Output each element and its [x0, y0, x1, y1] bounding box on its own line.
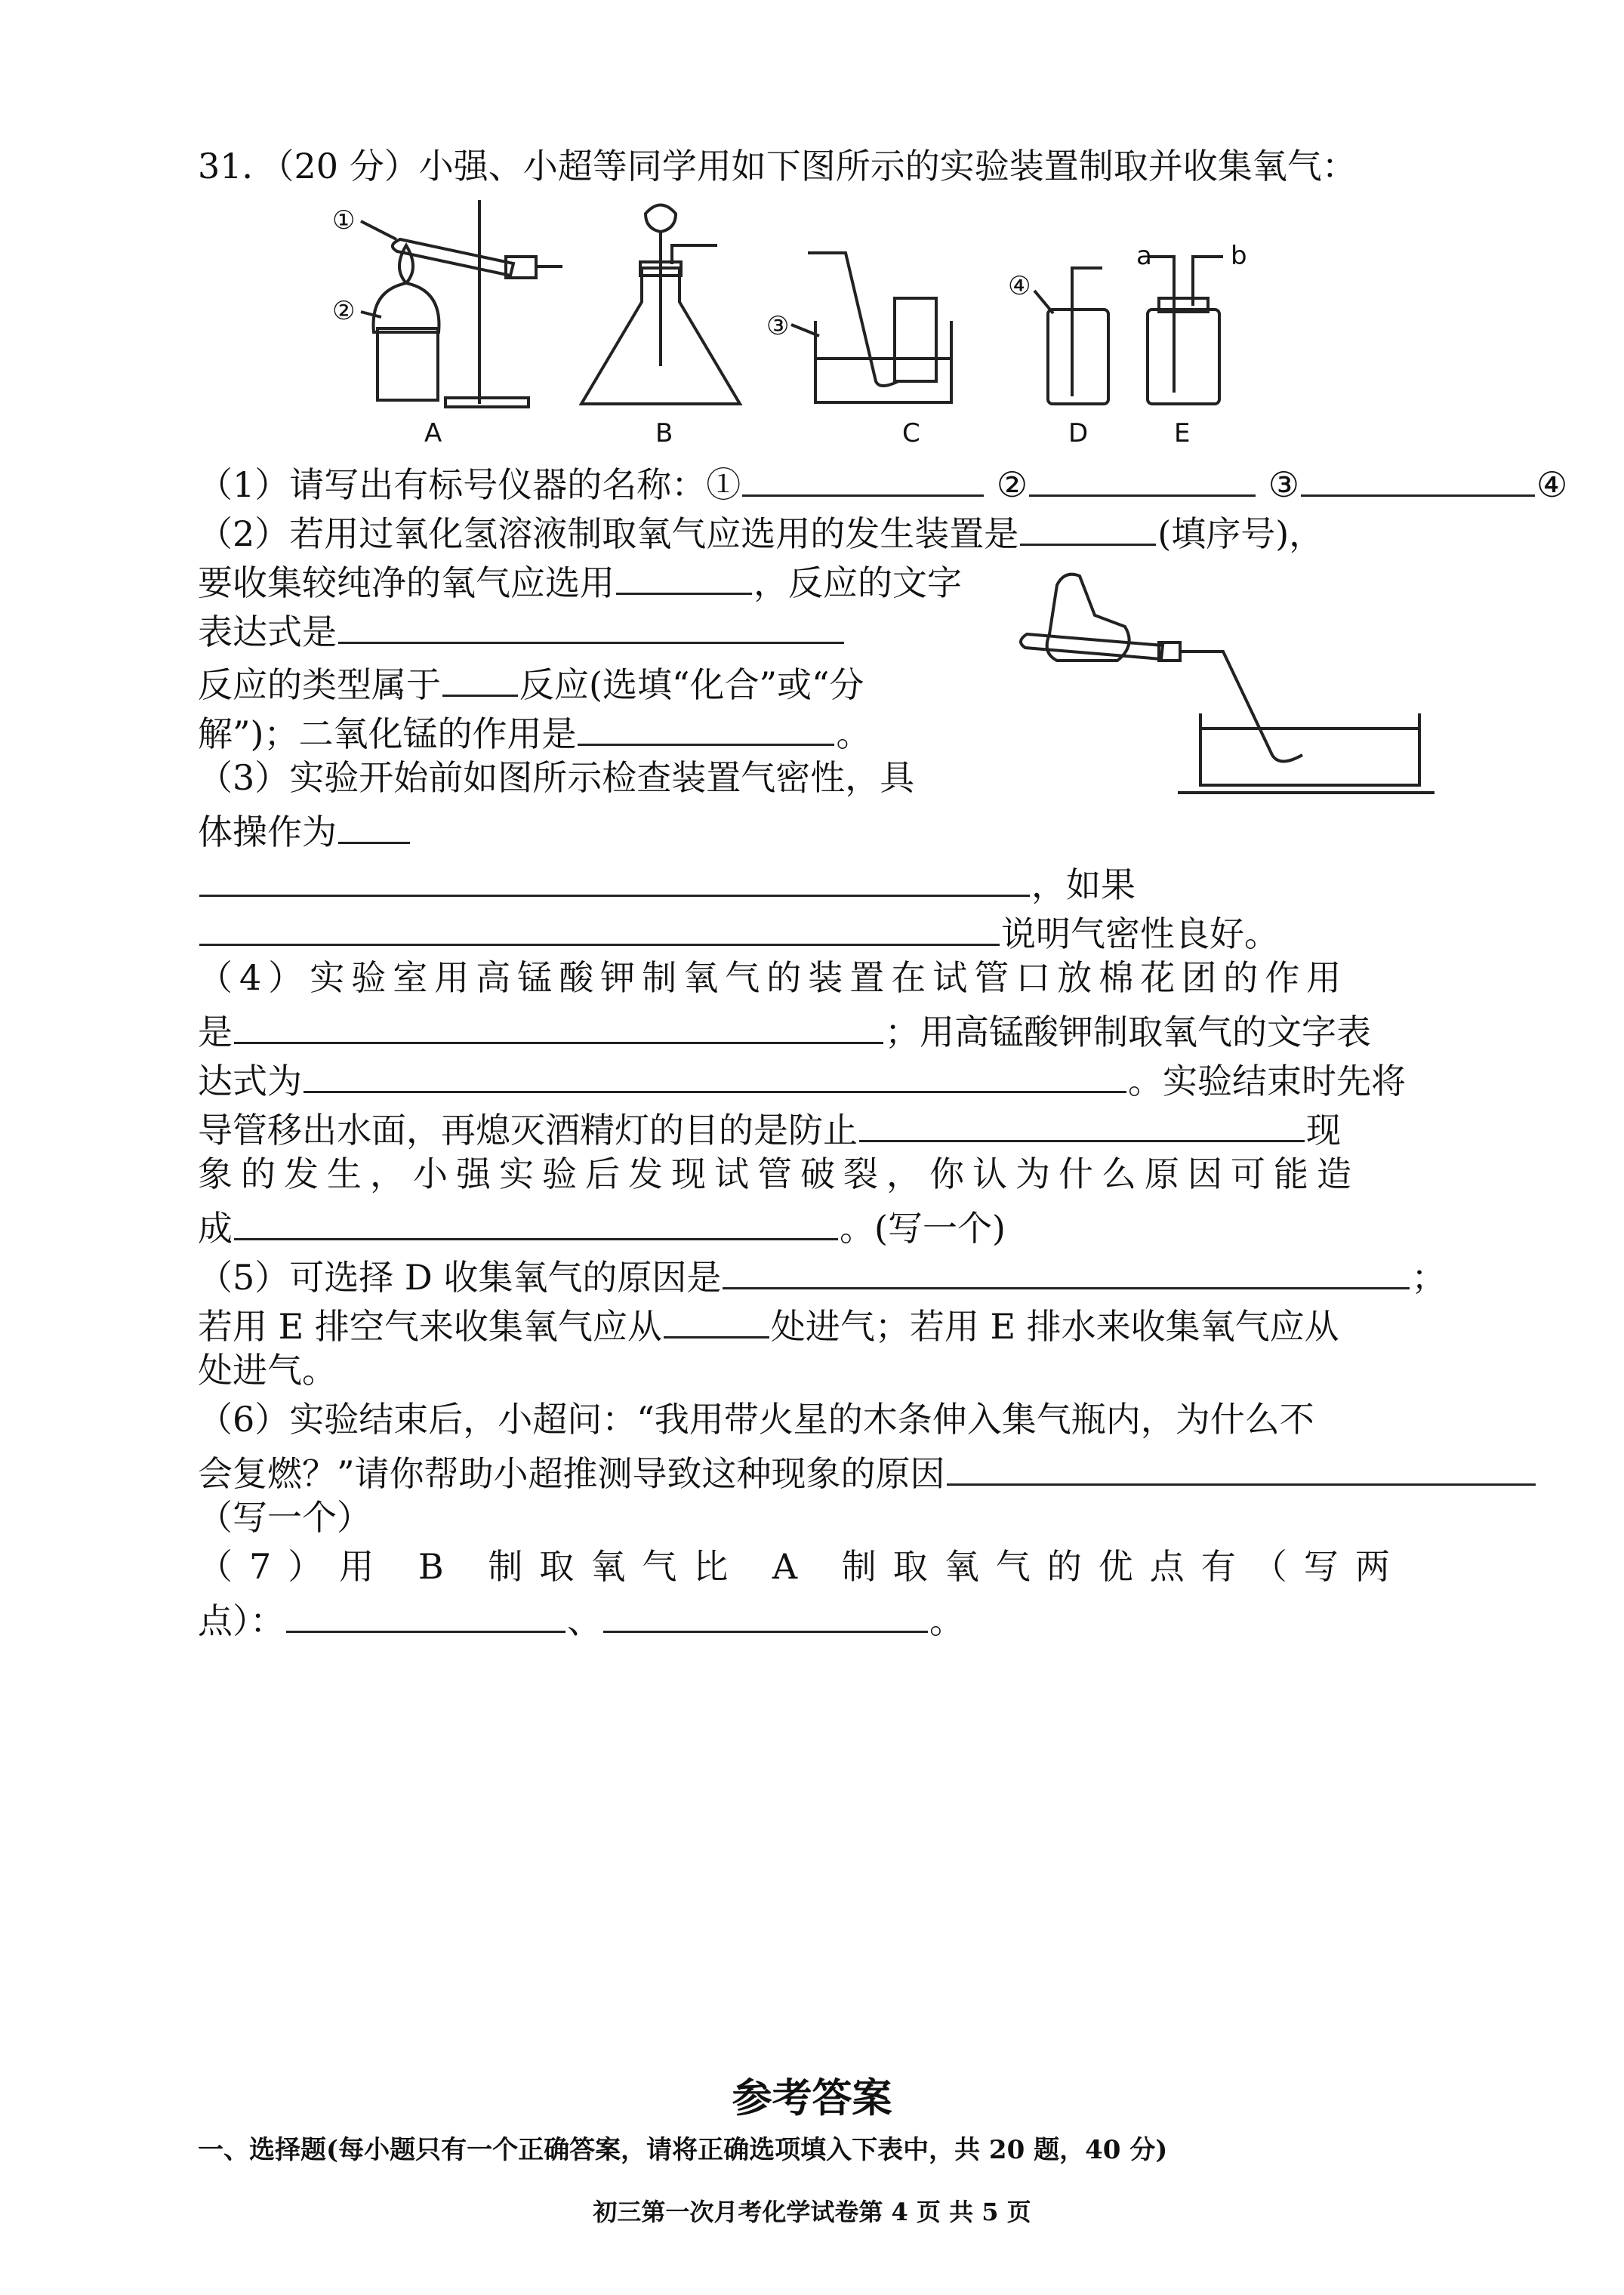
q4-prevent-tail: 现	[1306, 1110, 1341, 1151]
q3-blank-op-2[interactable]	[199, 857, 1030, 897]
q7-separator: 、	[567, 1600, 602, 1641]
q1-blank-3[interactable]	[1301, 457, 1535, 497]
q4-cotton-text: 是	[198, 1012, 233, 1052]
q2-type-text: 反应的类型属于	[198, 664, 441, 705]
q7-text: 点）：	[198, 1600, 285, 1641]
q5-reason-text: （5）可选择 D 收集氧气的原因是	[198, 1257, 722, 1298]
q1-text: （1）请写出有标号仪器的名称：①	[198, 464, 741, 505]
q4-prevent-text: 导管移出水面，再熄灭酒精灯的目的是防止	[198, 1110, 858, 1151]
q4-line-6	[198, 1200, 1006, 1249]
q4-blank-prevent[interactable]	[859, 1102, 1305, 1142]
apparatus-caption-B: B	[655, 418, 673, 448]
q4-expression-text: 达式为	[198, 1061, 302, 1101]
q5-line-2	[198, 1298, 1339, 1347]
apparatus-A-stand-base	[445, 398, 528, 407]
apparatus-label-a: a	[1136, 241, 1152, 271]
page-footer: 初三第一次月考化学试卷第 4 页 共 5 页	[593, 2198, 1031, 2226]
q5-blank-reason[interactable]	[723, 1249, 1410, 1289]
apparatus-caption-A: A	[424, 418, 442, 448]
q7-line-2	[198, 1593, 964, 1641]
q2-collect-tail: ，反应的文字	[753, 562, 962, 603]
q7-line-1: （7）用 B 制取氧气比 A 制取氧气的优点有（写两	[198, 1546, 1407, 1587]
q5-air-text: 若用 E 排空气来收集氧气应从	[198, 1306, 662, 1347]
apparatus-D-label4-leader	[1034, 291, 1053, 313]
apparatus-C-trough	[815, 321, 951, 402]
answers-title: 参考答案	[732, 2075, 892, 2121]
q2-line-1	[198, 506, 1324, 554]
water-trough	[1200, 713, 1419, 785]
q2-blank-collect[interactable]	[616, 555, 752, 595]
q2-collect-text: 要收集较纯净的氧气应选用	[198, 562, 615, 603]
q6-blank-reason[interactable]	[947, 1446, 1536, 1486]
q4-line-3	[198, 1053, 1406, 1101]
apparatus-caption-E: E	[1174, 418, 1191, 448]
q1-mark-4: ④	[1536, 464, 1568, 505]
q5-line-3: 处进气。	[198, 1350, 337, 1391]
q5-reason-tail: ；	[1411, 1257, 1447, 1298]
q6-line-2	[198, 1446, 1537, 1494]
q4-line-2	[198, 1004, 1371, 1052]
delivery-tube	[1180, 652, 1302, 762]
q4-line-4	[198, 1102, 1341, 1151]
q3-line-2	[198, 804, 411, 852]
q4-blank-reason[interactable]	[234, 1200, 838, 1240]
q6-line-3: （写一个）	[198, 1497, 371, 1538]
q4-line-5: 象的发生，小强实验后发现试管破裂，你认为什么原因可能造	[198, 1154, 1360, 1194]
q3-line-1: （3）实验开始前如图所示检查装置气密性，具	[198, 757, 915, 798]
q3-blank-result[interactable]	[199, 906, 1000, 946]
question-header: 31．（20 分）小强、小超等同学用如下图所示的实验装置制取并收集氧气：	[198, 146, 1357, 186]
q2-blank-type[interactable]	[442, 657, 518, 697]
q2-mno2-tail: 。	[836, 713, 871, 754]
q4-blank-cotton[interactable]	[234, 1004, 883, 1044]
q2-blank-mno2[interactable]	[578, 706, 834, 746]
apparatus-D-tube	[1072, 268, 1102, 396]
apparatus-label-4: ④	[1008, 271, 1031, 301]
apparatus-A-alcohol-lamp	[374, 283, 439, 332]
q2-blank-device[interactable]	[1020, 506, 1156, 546]
q2-line-2	[198, 555, 962, 603]
q3-line-3	[198, 857, 1136, 905]
q2-expression-text: 表达式是	[198, 611, 337, 652]
q4-blank-expression[interactable]	[304, 1053, 1126, 1093]
apparatus-caption-D: D	[1068, 418, 1089, 448]
q5-water-text: 处进气；若用 E 排水来收集氧气应从	[770, 1306, 1339, 1347]
apparatus-label-2: ②	[332, 296, 356, 326]
q2-line-3	[198, 604, 846, 652]
apparatus-E-bottle	[1148, 310, 1219, 404]
q3-op-text: 体操作为	[198, 812, 337, 852]
q4-kmno4-text: ；用高锰酸钾制取氧气的文字表	[885, 1012, 1371, 1052]
apparatus-label-1: ①	[332, 205, 356, 236]
q4-reason-tail: 。(写一个)	[840, 1208, 1006, 1249]
airtightness-figure	[1012, 570, 1434, 796]
q6-line-1: （6）实验结束后，小超问：“我用带火星的木条伸入集气瓶内，为什么不	[198, 1399, 1314, 1440]
apparatus-D-jar	[1048, 310, 1108, 404]
q2-line-5	[198, 706, 871, 754]
apparatus-label-b: b	[1231, 241, 1247, 271]
q7-blank-advantage-1[interactable]	[286, 1593, 565, 1633]
q3-blank-op-1[interactable]	[338, 804, 410, 844]
answers-section-1: 一、选择题(每小题只有一个正确答案，请将正确选项填入下表中，共 20 题，40 分)	[198, 2135, 1168, 2165]
q3-line-4	[198, 906, 1279, 954]
q5-blank-air[interactable]	[664, 1298, 769, 1338]
apparatus-label-3: ③	[766, 311, 790, 341]
apparatus-caption-C: C	[902, 418, 920, 448]
q7-tail: 。	[929, 1600, 964, 1641]
q2-blank-expression[interactable]	[338, 604, 844, 644]
q2-type-tail: 反应(选填“化合”或“分	[519, 664, 864, 705]
q3-if-text: ，如果	[1031, 864, 1136, 905]
q2-mno2-text: 解”)；二氧化锰的作用是	[198, 713, 577, 754]
test-tube	[1021, 634, 1163, 659]
hand	[1047, 575, 1129, 661]
apparatus-E-tube-a	[1148, 257, 1174, 393]
q1-line	[198, 457, 1568, 505]
apparatus-A-label1-leader	[361, 221, 396, 239]
q4-line-1: （4）实验室用高锰酸钾制氧气的装置在试管口放棉花团的作用	[198, 957, 1348, 998]
q5-line-1	[198, 1249, 1447, 1298]
apparatus-A-label2-leader	[361, 312, 381, 317]
q2-text: （2）若用过氧化氢溶液制取氧气应选用的发生装置是	[198, 513, 1019, 554]
apparatus-B-funnel	[646, 205, 676, 233]
q6-reason-text: 会复燃？”请你帮助小超推测导致这种现象的原因	[198, 1453, 945, 1494]
q2-text-tail: (填序号)，	[1157, 513, 1324, 554]
apparatus-figure	[317, 193, 1321, 449]
q4-end-text: 。实验结束时先将	[1128, 1061, 1406, 1101]
apparatus-C-delivery-tube	[808, 253, 898, 386]
q1-blank-2[interactable]	[1029, 457, 1256, 497]
apparatus-C-bottle	[895, 298, 936, 381]
q2-line-4	[198, 657, 864, 705]
q3-tail: 说明气密性良好。	[1001, 913, 1279, 954]
q7-blank-advantage-2[interactable]	[603, 1593, 928, 1633]
q1-mark-2: ②	[996, 464, 1028, 505]
apparatus-A-wood-block	[377, 328, 438, 400]
q1-blank-1[interactable]	[742, 457, 984, 497]
q1-mark-3: ③	[1268, 464, 1300, 505]
q4-reason-text: 成	[198, 1208, 233, 1249]
